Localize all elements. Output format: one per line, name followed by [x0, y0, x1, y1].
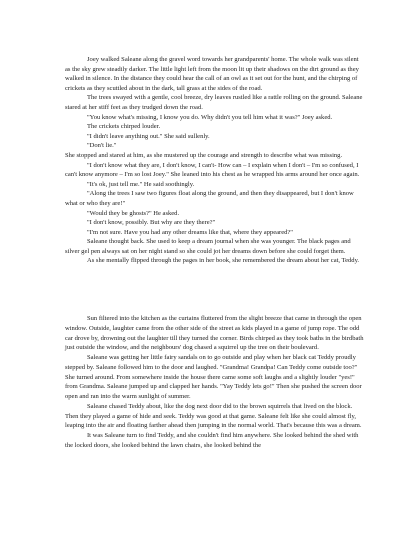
paragraph: She stopped and stared at him, as she mustered up the courage and strength to describe what was missing.: [65, 151, 343, 159]
paragraph: Sun filtered into the kitchen as the curtains fluttered from the slight breeze that came in through the open window. Outside, laughter came from the other side of the street as kids played in a game of jump rope. The odd car drove by, drowning out the laughter till they turned the corner. Birds chirped as they took baths in the birdbath just outside the window, and the neighbours' dog chased a squirrel up the tree on their boulevard.: [65, 315, 364, 352]
story-section-2: [65, 314, 365, 451]
paragraph: "I'm not sure. Have you had any other dreams like that, where they appeared?": [87, 228, 293, 236]
paragraph: "Along the trees I saw two figures float along the ground, and then they disappeared, but I don't know what or who they are!": [65, 190, 354, 207]
paragraph: Joey walked Saleane along the gravel word towards her grandparents' home. The whole walk was silent as the sky grew steadily darker. The little light left from the moon lit up their shadows on the dirt ground as they walked in silence. In the distance they could hear the call of an owl as it set out for the hunt, and the chirping of crickets as they scuttled about in the dark, tall grass at the sides of the road.: [65, 56, 359, 92]
paragraph: "I don't know, possibly. But why are they there?": [87, 219, 216, 227]
story-section-1: [65, 55, 365, 266]
paragraph: As she mentally flipped through the pages in her book, she remembered the dream about her cat, Teddy.: [87, 257, 360, 265]
paragraph: It was Saleane turn to find Teddy, and she couldn't find him anywhere. She looked behind the shed with the locked doors, she looked behind the lawn chairs, she looked behind the: [65, 432, 359, 449]
paragraph: "I didn't leave anything out." She said sullenly.: [87, 132, 210, 140]
paragraph: The trees swayed with a gentle, cool breeze, dry leaves rustled like a rattle rolling on the ground. Saleane stared at her stiff feet as they trudged down the road.: [65, 94, 363, 111]
paragraph: "You know what's missing, I know you do. Why didn't you tell him what it was?" Joey asked.: [87, 113, 333, 121]
paragraph: The crickets chirped louder.: [87, 123, 161, 131]
paragraph: Saleane was getting her little fairy sandals on to go outside and play when her black cat Teddy proudly stepped by. Saleane followed him to the door and laughed. "Grandma! Grandpa! Can Teddy come outside too?" She turned around. From somewhere inside the house there came some soft laughs and a slightly louder "yes!" from Grandma. Saleane jumped up and clapped her hands. "Yay Teddy lets go!" Then she pushed the screen door open and ran into the warm sunlight of summer.: [65, 354, 362, 400]
paragraph: "Would they be ghosts?" He asked.: [87, 209, 180, 217]
paragraph: Saleane chased Teddy about, like the dog next door did to the brown squirrels that lived on the block. Then they played a game of hide and seek. Teddy was good at that game. Saleane felt like she could almost fly, leaping into the air and floating farther ahead then jumping in the normal world. That's because this was a dream.: [65, 402, 362, 430]
paragraph: "It's ok, just tell me." He said soothingly.: [87, 180, 195, 188]
paragraph: "Don't lie.": [87, 142, 117, 150]
paragraph: "I don't know what they are, I don't know, I can't- How can – I explain when I don't – I'm so confused, I can't know anymore – I'm so lost Joey." She leaned into his chest as he wrapped his arms around her once again.: [65, 161, 360, 179]
paragraph: Saleane thought back. She used to keep a dream journal when she was younger. The black pages and silver gel pen always sat on her night stand so she could jot her dreams down before she could forget them.: [65, 238, 351, 255]
